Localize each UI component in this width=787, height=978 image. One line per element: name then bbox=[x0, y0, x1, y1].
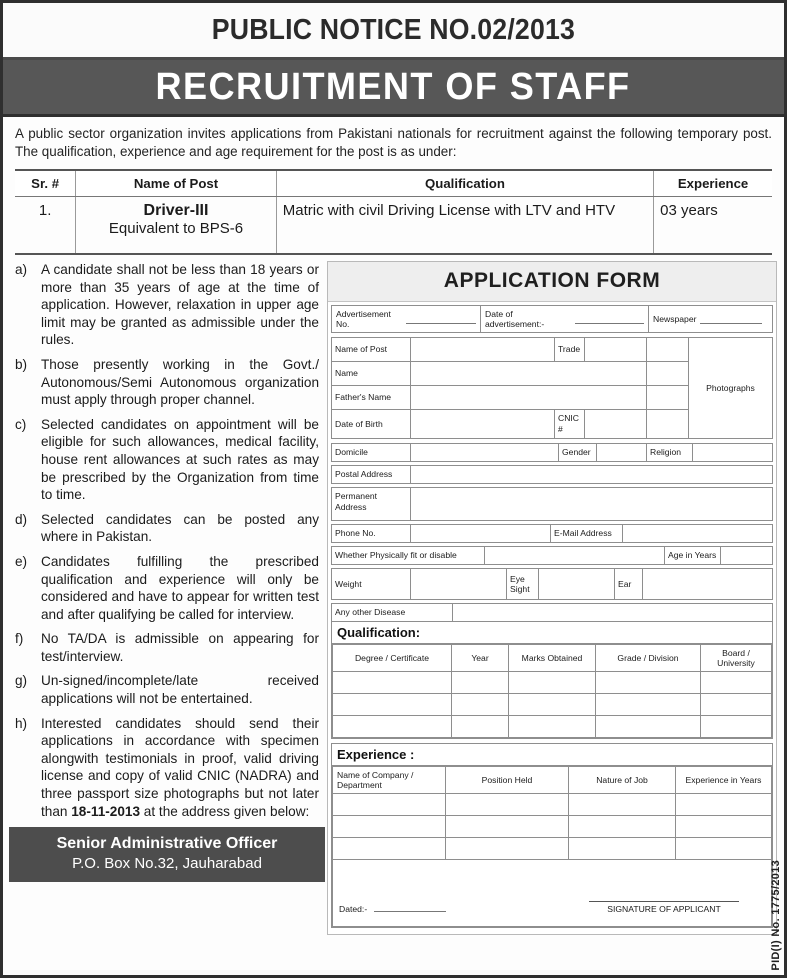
signature-of-applicant-label: SIGNATURE OF APPLICANT bbox=[589, 901, 739, 914]
dated-label: Dated:- bbox=[339, 904, 368, 914]
post-table bbox=[15, 169, 772, 255]
qualification-cell-degree[interactable] bbox=[333, 694, 452, 716]
condition-f-text: No TA/DA is admissible on appearing for test/interview. bbox=[41, 631, 319, 664]
post-row-sr: 1. bbox=[15, 197, 76, 255]
qualification-cell-marks[interactable] bbox=[509, 672, 596, 694]
date-of-advertisement-field[interactable] bbox=[480, 306, 648, 332]
qualification-cell-marks[interactable] bbox=[509, 694, 596, 716]
experience-cell-nature[interactable] bbox=[569, 838, 676, 860]
post-row-qualification: Matric with civil Driving License with LTV and HTV bbox=[276, 197, 653, 255]
table-row bbox=[333, 794, 772, 816]
experience-cell-years[interactable] bbox=[676, 794, 772, 816]
pid-number: PID(I) No. 1775/2013 bbox=[770, 860, 782, 971]
qualification-cell-marks[interactable] bbox=[509, 716, 596, 738]
age-in-years-label: Age in Years bbox=[664, 547, 720, 564]
condition-a bbox=[15, 261, 319, 349]
qualification-cell-board[interactable] bbox=[701, 716, 772, 738]
experience-header-years: Experience in Years bbox=[676, 767, 772, 794]
officer-address-box bbox=[9, 827, 325, 882]
condition-a-text: A candidate shall not be less than 18 years or more than 35 years of age at the time of application. However, relaxation in upper age limit may be granted as admissible under the rules. bbox=[41, 262, 319, 348]
date-of-birth-extra-cell[interactable] bbox=[646, 410, 688, 438]
condition-a-marker: a) bbox=[15, 262, 28, 277]
fathers-name-label: Father's Name bbox=[335, 392, 392, 402]
fathers-name-input[interactable] bbox=[410, 386, 646, 409]
qualification-cell-grade[interactable] bbox=[596, 716, 701, 738]
experience-cell-nature[interactable] bbox=[569, 816, 676, 838]
condition-b-marker: b) bbox=[15, 356, 28, 372]
table-row bbox=[333, 838, 772, 860]
postal-address-input[interactable] bbox=[410, 466, 772, 483]
condition-f bbox=[15, 630, 319, 665]
fathers-name-extra-cell[interactable] bbox=[646, 386, 688, 409]
gender-input[interactable] bbox=[596, 444, 646, 461]
date-of-advertisement-label: Date of advertisement:- bbox=[485, 309, 545, 329]
any-other-disease-label: Any other Disease bbox=[335, 607, 406, 617]
name-label: Name bbox=[335, 368, 358, 378]
condition-b-text: Those presently working in the Govt./ Autonomous/Semi Autonomous organization must apply through proper channel. bbox=[41, 356, 319, 408]
photographs-box[interactable] bbox=[688, 338, 772, 438]
experience-cell-position[interactable] bbox=[446, 838, 569, 860]
qualification-header-degree: Degree / Certificate bbox=[333, 645, 452, 672]
physical-fitness-row bbox=[331, 546, 773, 565]
post-header-qual: Qualification bbox=[276, 170, 653, 197]
experience-cell-years[interactable] bbox=[676, 816, 772, 838]
condition-h-text bbox=[41, 715, 319, 821]
physically-fit-label: Whether Physically fit or disable bbox=[335, 550, 457, 560]
any-other-disease-row bbox=[332, 604, 772, 622]
phone-no-label: Phone No. bbox=[335, 528, 376, 538]
advertisement-no-input[interactable] bbox=[406, 314, 476, 324]
qualification-header-board: Board / University bbox=[701, 645, 772, 672]
advertisement-no-field[interactable] bbox=[332, 306, 480, 332]
condition-g-text: Un-signed/incomplete/late received applications will not be entertained. bbox=[41, 673, 319, 707]
application-form-column bbox=[325, 261, 784, 935]
cnic-label: CNIC # bbox=[554, 410, 584, 438]
postal-address-label: Postal Address bbox=[335, 469, 393, 479]
physical-measurements-row bbox=[331, 568, 773, 600]
condition-d-marker: d) bbox=[15, 511, 28, 527]
trade-label: Trade bbox=[554, 338, 584, 361]
experience-cell-company[interactable] bbox=[333, 838, 446, 860]
condition-e bbox=[15, 553, 319, 623]
qualification-cell-year[interactable] bbox=[452, 716, 509, 738]
date-of-advertisement-input[interactable] bbox=[575, 314, 644, 324]
personal-details-block bbox=[331, 337, 773, 439]
cnic-input[interactable] bbox=[584, 410, 646, 438]
officer-address: P.O. Box No.32, Jauharabad bbox=[72, 855, 262, 873]
photographs-label: Photographs bbox=[706, 383, 755, 393]
experience-cell-position[interactable] bbox=[446, 794, 569, 816]
dated-field[interactable] bbox=[339, 902, 446, 914]
domicile-label: Domicile bbox=[335, 447, 368, 457]
qualification-cell-board[interactable] bbox=[701, 694, 772, 716]
condition-c-text: Selected candidates on appointment will be eligible for such allowances, medical facility, house rent allowances at such rates as may be prescribed by the Organization from time to time. bbox=[41, 416, 319, 503]
table-row bbox=[333, 694, 772, 716]
permanent-address-label: Permanent Address bbox=[335, 491, 378, 512]
physically-fit-input[interactable] bbox=[484, 547, 664, 564]
qualification-cell-board[interactable] bbox=[701, 672, 772, 694]
condition-h-text-post: at the address given below: bbox=[140, 803, 310, 819]
conditions-column bbox=[3, 261, 325, 935]
condition-f-marker: f) bbox=[15, 631, 24, 647]
qualification-table bbox=[332, 644, 772, 738]
newspaper-field[interactable] bbox=[648, 306, 772, 332]
post-header-sr: Sr. # bbox=[15, 170, 76, 197]
experience-header-position: Position Held bbox=[446, 767, 569, 794]
experience-header-company: Name of Company / Department bbox=[333, 767, 446, 794]
weight-label: Weight bbox=[335, 578, 362, 589]
condition-h bbox=[15, 715, 319, 821]
application-form bbox=[327, 261, 777, 935]
condition-g-marker: g) bbox=[15, 673, 28, 689]
newspaper-input[interactable] bbox=[700, 314, 762, 324]
domicile-row bbox=[331, 443, 773, 462]
post-row-sub: Equivalent to BPS-6 bbox=[108, 220, 244, 237]
officer-title: Senior Administrative Officer bbox=[56, 835, 278, 853]
experience-group bbox=[331, 743, 773, 928]
name-of-post-label: Name of Post bbox=[335, 344, 388, 354]
religion-label: Religion bbox=[646, 444, 692, 461]
newspaper-label: Newspaper bbox=[653, 314, 697, 324]
experience-header-row bbox=[333, 767, 772, 794]
fathers-name-row bbox=[332, 386, 688, 410]
condition-c-marker: c) bbox=[15, 416, 27, 432]
table-row bbox=[15, 197, 772, 255]
permanent-address-input[interactable] bbox=[410, 488, 772, 520]
post-row-name: Driver-III bbox=[143, 202, 209, 219]
qualification-header-year: Year bbox=[452, 645, 509, 672]
qualification-cell-year[interactable] bbox=[452, 672, 509, 694]
advertisement-no-label: Advertisement No. bbox=[336, 309, 391, 329]
condition-g bbox=[15, 672, 319, 707]
date-of-birth-input[interactable] bbox=[410, 410, 554, 438]
qualification-cell-degree[interactable] bbox=[333, 672, 452, 694]
qualification-cell-year[interactable] bbox=[452, 694, 509, 716]
experience-table bbox=[332, 766, 772, 860]
table-row bbox=[333, 672, 772, 694]
notice-title: PUBLIC NOTICE NO.02/2013 bbox=[211, 13, 576, 46]
condition-h-marker: h) bbox=[15, 715, 28, 731]
email-label: E-Mail Address bbox=[550, 525, 622, 542]
postal-address-row bbox=[331, 465, 773, 484]
post-row-experience: 03 years bbox=[660, 202, 718, 219]
religion-input[interactable] bbox=[692, 444, 772, 461]
experience-heading: Experience : bbox=[337, 747, 415, 762]
eye-sight-label: Eye Sight bbox=[506, 569, 538, 599]
permanent-address-row bbox=[331, 487, 773, 521]
post-header-name: Name of Post bbox=[76, 170, 277, 197]
recruitment-header-bar bbox=[3, 60, 784, 117]
dated-input[interactable] bbox=[374, 902, 446, 912]
advertisement-row bbox=[331, 305, 773, 333]
name-of-post-extra-cell[interactable] bbox=[646, 338, 688, 361]
post-header-exp: Experience bbox=[654, 170, 772, 197]
qualification-cell-grade[interactable] bbox=[596, 694, 701, 716]
signature-area bbox=[332, 860, 772, 927]
age-in-years-input[interactable] bbox=[720, 547, 772, 564]
name-of-post-input[interactable] bbox=[410, 338, 554, 361]
any-other-disease-input[interactable] bbox=[452, 604, 772, 621]
ear-input[interactable] bbox=[642, 569, 772, 599]
application-form-title: APPLICATION FORM bbox=[328, 262, 776, 302]
condition-e-marker: e) bbox=[15, 553, 28, 569]
qualification-header-grade: Grade / Division bbox=[596, 645, 701, 672]
experience-cell-company[interactable] bbox=[333, 794, 446, 816]
post-table-header-row bbox=[15, 170, 772, 197]
name-extra-cell[interactable] bbox=[646, 362, 688, 385]
gender-label: Gender bbox=[558, 444, 596, 461]
condition-d-text: Selected candidates can be posted any where in Pakistan. bbox=[41, 511, 319, 545]
date-of-birth-label: Date of Birth bbox=[335, 418, 383, 429]
contact-row bbox=[331, 524, 773, 543]
qualification-cell-degree[interactable] bbox=[333, 716, 452, 738]
experience-cell-position[interactable] bbox=[446, 816, 569, 838]
eye-sight-input[interactable] bbox=[538, 569, 614, 599]
condition-d bbox=[15, 511, 319, 546]
table-row bbox=[333, 716, 772, 738]
experience-cell-years[interactable] bbox=[676, 838, 772, 860]
notice-header-bar bbox=[3, 3, 784, 60]
condition-c bbox=[15, 416, 319, 504]
name-of-post-row bbox=[332, 338, 688, 362]
qualification-cell-grade[interactable] bbox=[596, 672, 701, 694]
trade-input[interactable] bbox=[584, 338, 646, 361]
domicile-input[interactable] bbox=[410, 444, 558, 461]
date-of-birth-row bbox=[332, 410, 688, 438]
experience-cell-nature[interactable] bbox=[569, 794, 676, 816]
qualification-group bbox=[331, 603, 773, 739]
name-input[interactable] bbox=[410, 362, 646, 385]
table-row bbox=[333, 816, 772, 838]
weight-input[interactable] bbox=[410, 569, 506, 599]
qualification-header-row bbox=[333, 645, 772, 672]
name-row bbox=[332, 362, 688, 386]
ear-label: Ear bbox=[614, 569, 642, 599]
condition-h-deadline-date: 18-11-2013 bbox=[71, 803, 141, 819]
condition-e-text: Candidates fulfilling the prescribed qualification and experience will only be considered and have to appear for written test and after qualifying be called for interview. bbox=[41, 553, 319, 622]
email-input[interactable] bbox=[622, 525, 772, 542]
experience-header-nature: Nature of Job bbox=[569, 767, 676, 794]
recruitment-title: RECRUITMENT OF STAFF bbox=[155, 65, 632, 108]
qualification-heading: Qualification: bbox=[337, 625, 421, 640]
intro-paragraph: A public sector organization invites applications from Pakistani nationals for recruitment against the following temporary post. The qualification, experience and age requirement for the post is as under: bbox=[15, 126, 772, 159]
experience-cell-company[interactable] bbox=[333, 816, 446, 838]
condition-b bbox=[15, 356, 319, 409]
phone-no-input[interactable] bbox=[410, 525, 550, 542]
qualification-header-marks: Marks Obtained bbox=[509, 645, 596, 672]
condition-h-text-pre: Interested candidates should send their applications in accordance with specimen alongwith testimonials in proof, valid driving license and copy of valid CNIC (NADRA) and three passport size photographs but not later than bbox=[41, 715, 319, 819]
